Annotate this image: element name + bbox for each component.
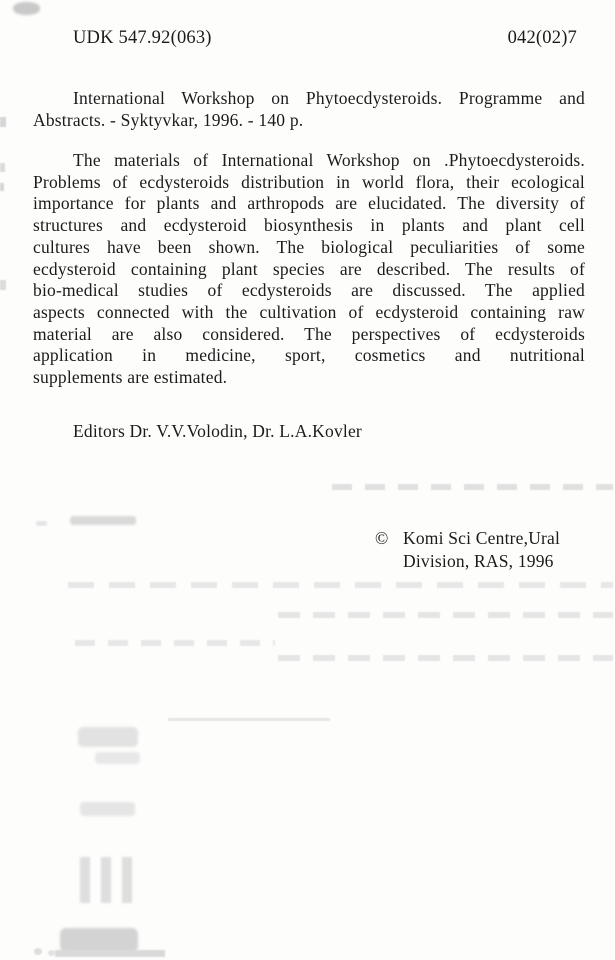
abstract-line: supplements are estimated. [33, 367, 228, 388]
copyright-icon: © [375, 528, 389, 548]
abstract-line: The materials of International Workshop on .Phytoecdysteroids. [73, 150, 585, 170]
scan-artifact [168, 718, 330, 721]
scan-artifact [95, 752, 140, 764]
abstract-paragraph [33, 150, 585, 389]
abstract-line: importance for plants and arthropods are elucidated. The diversity of [33, 193, 585, 214]
copyright-division: Division, RAS, 1996 [403, 550, 554, 571]
copyright-notice [375, 527, 560, 572]
udk-number: UDK 547.92(063) [73, 28, 212, 48]
scan-artifact [78, 727, 138, 747]
copyright-holder: Komi Sci Centre,Ural [403, 528, 561, 548]
abstract-line: ecdysteroid containing plant species are described. The results of [33, 258, 585, 279]
citation-line: Abstracts. - Syktyvkar, 1996. - 140 p. [33, 110, 304, 130]
abstract-line: aspects connected with the cultivation of ecdysteroid containing raw [33, 301, 585, 322]
scan-artifact [278, 655, 613, 661]
scan-artifact [13, 2, 40, 15]
scan-artifact [60, 928, 138, 952]
scan-artifact [80, 857, 138, 903]
scan-artifact [0, 280, 6, 290]
scan-artifact [75, 640, 275, 646]
abstract-line: material are also considered. The perspectives of ecdysteroids [33, 323, 585, 344]
citation-line: International Workshop on Phytoecdysteroids. Programme and [73, 88, 585, 108]
scan-artifact [0, 163, 5, 172]
abstract-line: bio-medical studies of ecdysteroids are discussed. The applied [33, 280, 585, 301]
abstract-line: structures and ecdysteroid biosynthesis in plants and plant cell [33, 215, 585, 236]
abstract-line: application in medicine, sport, cosmetics and nutritional [33, 345, 585, 366]
scan-artifact [0, 117, 6, 127]
scan-artifact [70, 516, 136, 525]
scan-artifact [55, 950, 165, 957]
scan-artifact [0, 183, 4, 191]
scan-artifact [278, 612, 613, 618]
header-codes-row [0, 27, 615, 49]
scan-artifact [34, 948, 42, 955]
abstract-line: cultures have been shown. The biological peculiarities of some [33, 236, 585, 257]
editors-line: Editors Dr. V.V.Volodin, Dr. L.A.Kovler [73, 421, 362, 441]
abstract-line: Problems of ecdysteroids distribution in world flora, their ecological [33, 171, 585, 192]
scan-artifact [68, 582, 613, 588]
scan-artifact [332, 484, 613, 490]
catalog-code: 042(02)7 [507, 28, 577, 48]
scan-artifact [48, 950, 55, 956]
scan-artifact [80, 802, 135, 816]
citation-paragraph [33, 87, 585, 131]
scan-artifact [36, 521, 47, 526]
